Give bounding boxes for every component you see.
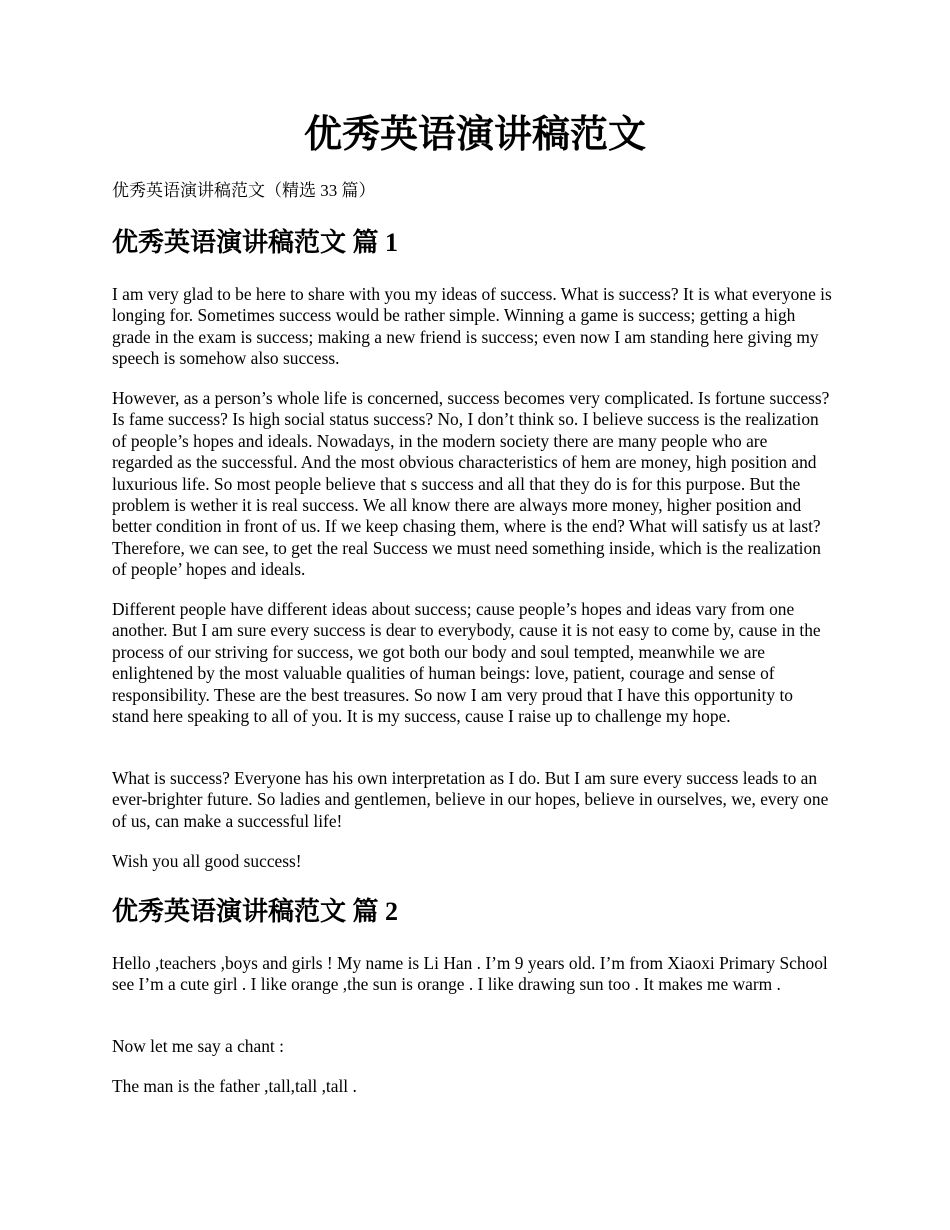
paragraph: Different people have different ideas about success; cause people’s hopes and ideas vary from one another. But I am sure every success is dear to everybody, cause it is not easy to come by, cause in the process of our striving for success, we got both our body and soul tempted, meanwhile we are enlightened by the most valuable qualities of human beings: love, patient, courage and sense of responsibility. These are the best treasures. So now I am very proud that I have this opportunity to stand here speaking to all of you. It is my success, cause I raise up to challenge my hope.: [112, 599, 821, 727]
paragraph: Now let me say a chant :: [112, 1036, 284, 1056]
paragraph: Hello ,teachers ,boys and girls ! My name is Li Han . I’m 9 years old. I’m from Xiaoxi Primary School see I’m a cute girl . I like orange ,the sun is orange . I like drawing sun too . It makes me warm .: [112, 953, 828, 995]
paragraph: The man is the father ,tall,tall ,tall .: [112, 1076, 357, 1096]
document-title: 优秀英语演讲稿范文: [303, 114, 646, 156]
document-subtitle: 优秀英语演讲稿范文（精选 33 篇）: [112, 181, 376, 200]
section-heading-2: 优秀英语演讲稿范文 篇 2: [112, 897, 399, 926]
paragraph: I am very glad to be here to share with you my ideas of success. What is success? It is what everyone is longing for. Sometimes success would be rather simple. Winning a game is success; getting a high grade in the exam is success; making a new friend is success; even now I am standing here giving my speech is somehow also success.: [112, 284, 832, 369]
paragraph: Wish you all good success!: [112, 851, 302, 871]
paragraph: However, as a person’s whole life is concerned, success becomes very complicated. Is fortune success? Is fame success? Is high social status success? No, I don’t think so. I believe success is the realization of people’s hopes and ideals. Nowadays, in the modern society there are many people who are regarded as the successful. And the most obvious characteristics of hem are money, high position and luxurious life. So most people believe that s success and all that they do is for this purpose. But the problem is wether it is real success. We all know there are always more money, higher position and better condition in front of us. If we keep chasing them, where is the end? What will satisfy us at last? Therefore, we can see, to get the real Success we must need something inside, which is the realization of people’ hopes and ideals.: [112, 388, 830, 580]
section-heading-1: 优秀英语演讲稿范文 篇 1: [112, 228, 399, 257]
paragraph: What is success? Everyone has his own interpretation as I do. But I am sure every success leads to an ever-brighter future. So ladies and gentlemen, believe in our hopes, believe in ourselves, we, every one of us, can make a successful life!: [112, 768, 829, 831]
